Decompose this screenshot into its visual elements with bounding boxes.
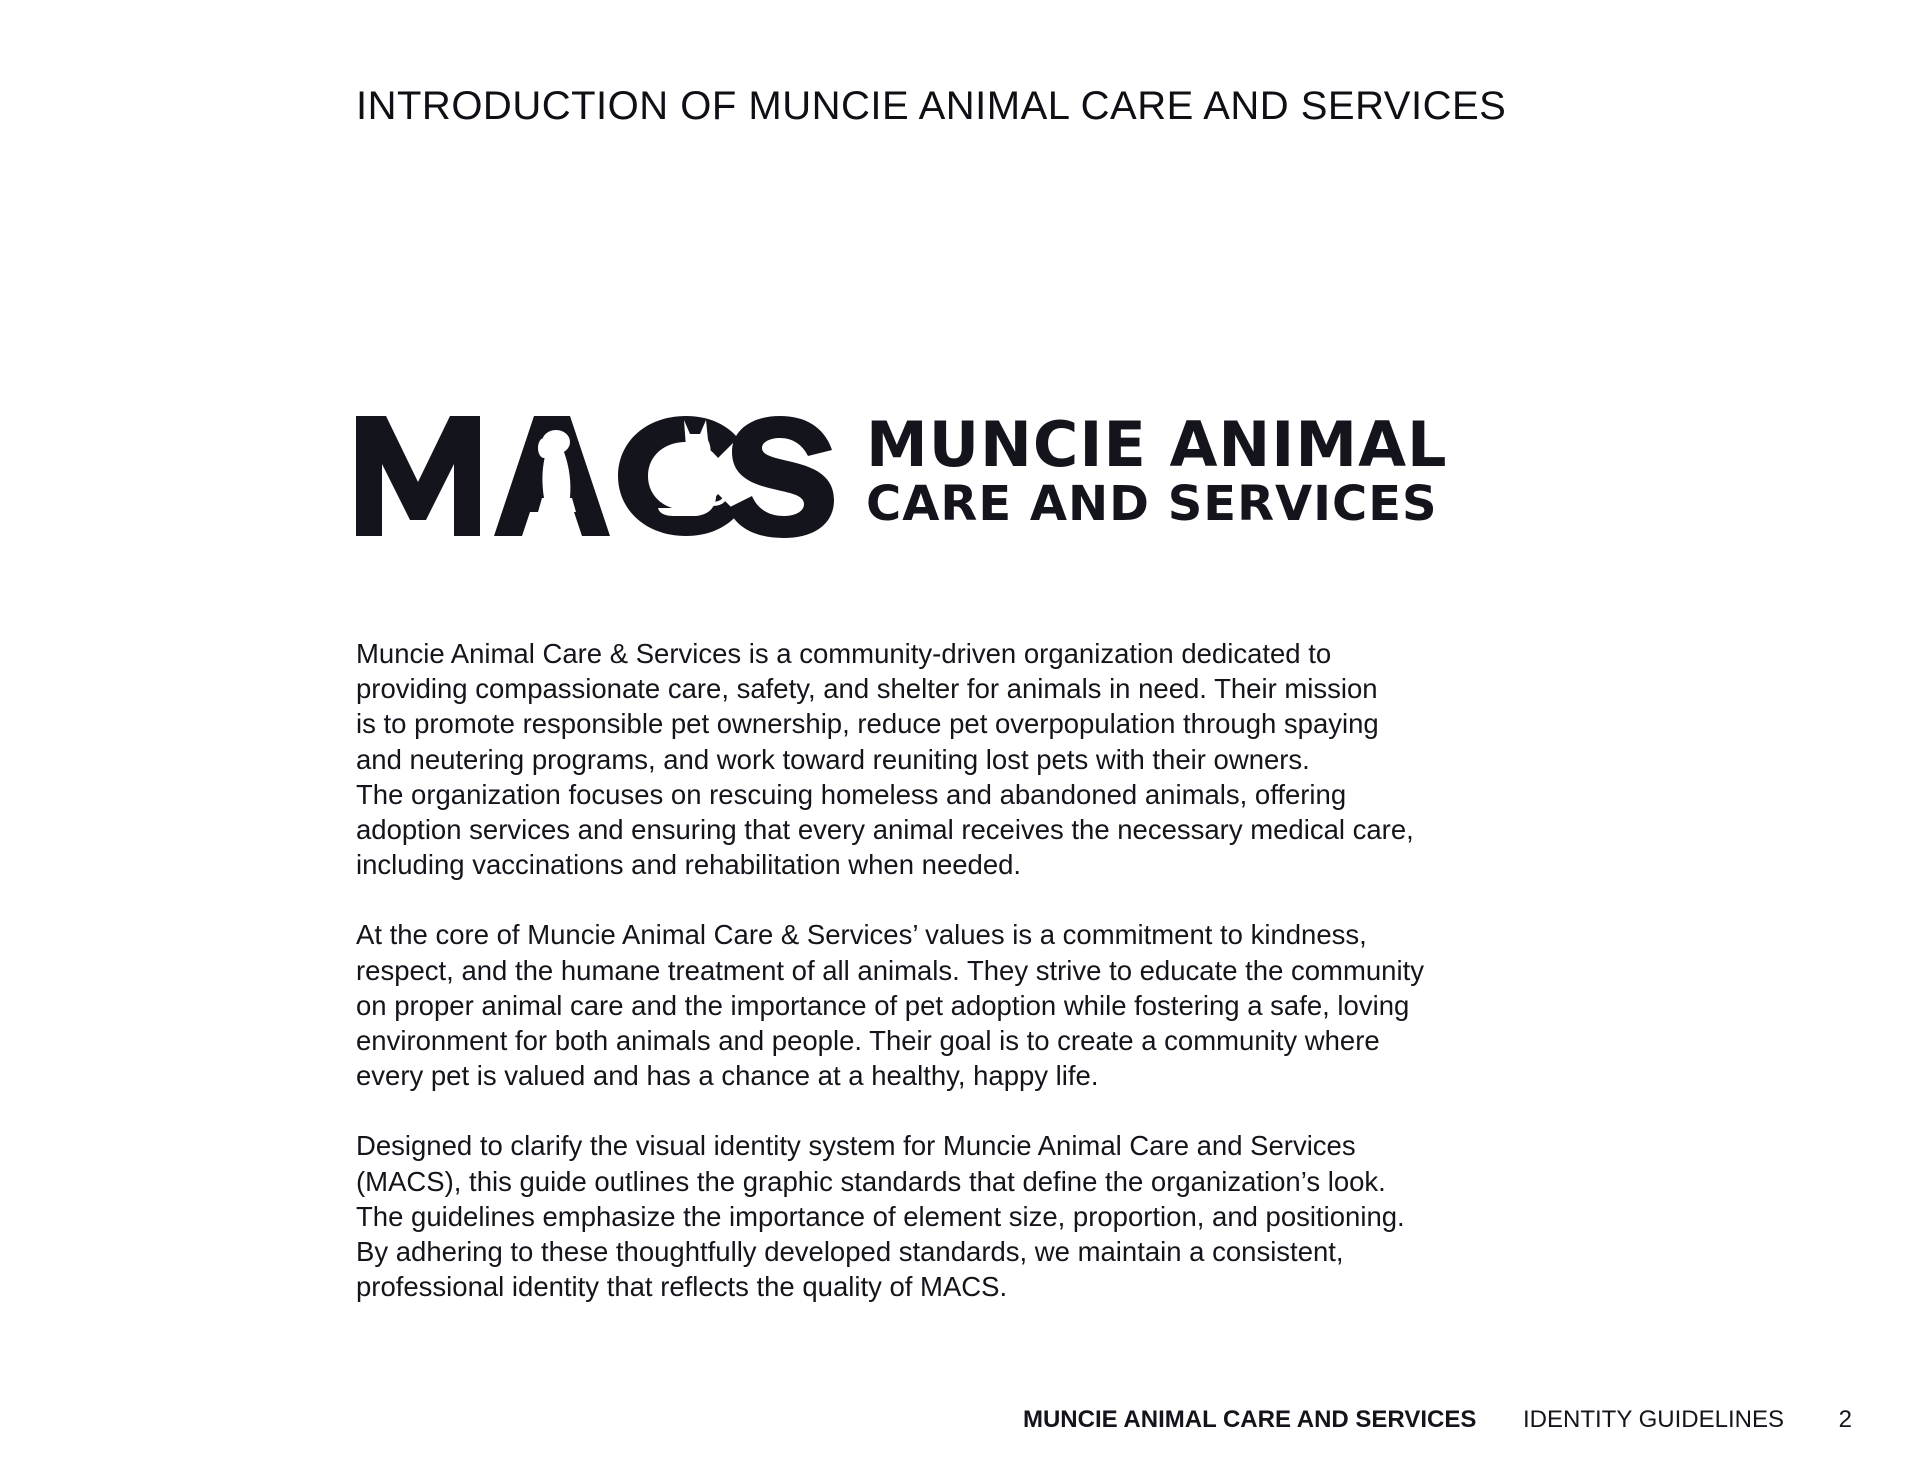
paragraph-line: The organization focuses on rescuing homeless and abandoned animals, offering xyxy=(356,778,1347,810)
paragraph-line: including vaccinations and rehabilitation when needed. xyxy=(356,849,1022,881)
page-title: INTRODUCTION OF MUNCIE ANIMAL CARE AND SERVICES xyxy=(356,84,1507,128)
intro-paragraph-values xyxy=(356,917,1516,1093)
paragraph-line: The guidelines emphasize the importance of element size, proportion, and positioning. xyxy=(356,1200,1405,1232)
page-footer xyxy=(1023,1406,1852,1434)
footer-org-name: MUNCIE ANIMAL CARE AND SERVICES xyxy=(1022,1406,1477,1433)
paragraph-line: By adhering to these thoughtfully developed standards, we maintain a consistent, xyxy=(356,1236,1344,1268)
intro-paragraph-guide-purpose xyxy=(356,1128,1516,1304)
paragraph-line: every pet is valued and has a chance at a healthy, happy life. xyxy=(356,1060,1099,1092)
paragraph-line: and neutering programs, and work toward reuniting lost pets with their owners. xyxy=(356,743,1310,775)
paragraph-line: respect, and the humane treatment of all animals. They strive to educate the community xyxy=(356,954,1424,986)
paragraph-line: Designed to clarify the visual identity system for Muncie Animal Care and Services xyxy=(356,1130,1356,1162)
logo-line-muncie-animal: MUNCIE ANIMAL xyxy=(866,408,1448,481)
paragraph-line: providing compassionate care, safety, and shelter for animals in need. Their mission xyxy=(356,673,1378,705)
page-number: 2 xyxy=(1838,1406,1852,1433)
paragraph-line: Muncie Animal Care & Services is a community-driven organization dedicated to xyxy=(356,638,1332,669)
paragraph-line: is to promote responsible pet ownership, reduce pet overpopulation through spaying xyxy=(356,708,1379,740)
logo-line-care-and-services: CARE AND SERVICES xyxy=(866,476,1438,532)
paragraph-line: environment for both animals and people. Their goal is to create a community where xyxy=(356,1025,1380,1057)
intro-paragraph-mission xyxy=(356,636,1516,882)
footer-document-title: IDENTITY GUIDELINES xyxy=(1523,1406,1784,1433)
logo-wordmark xyxy=(866,408,1448,532)
paragraph-line: adoption services and ensuring that every animal receives the necessary medical care, xyxy=(356,814,1414,846)
paragraph-line: (MACS), this guide outlines the graphic standards that define the organization’s look. xyxy=(356,1165,1386,1197)
intro-body xyxy=(356,636,1516,1339)
paragraph-line: on proper animal care and the importance of pet adoption while fostering a safe, loving xyxy=(356,989,1410,1021)
paragraph-line: professional identity that reflects the quality of MACS. xyxy=(356,1271,1008,1303)
paragraph-line: At the core of Muncie Animal Care & Services’ values is a commitment to kindness, xyxy=(356,919,1367,951)
macs-logo xyxy=(356,408,1506,540)
macs-logo-mark xyxy=(356,412,836,540)
